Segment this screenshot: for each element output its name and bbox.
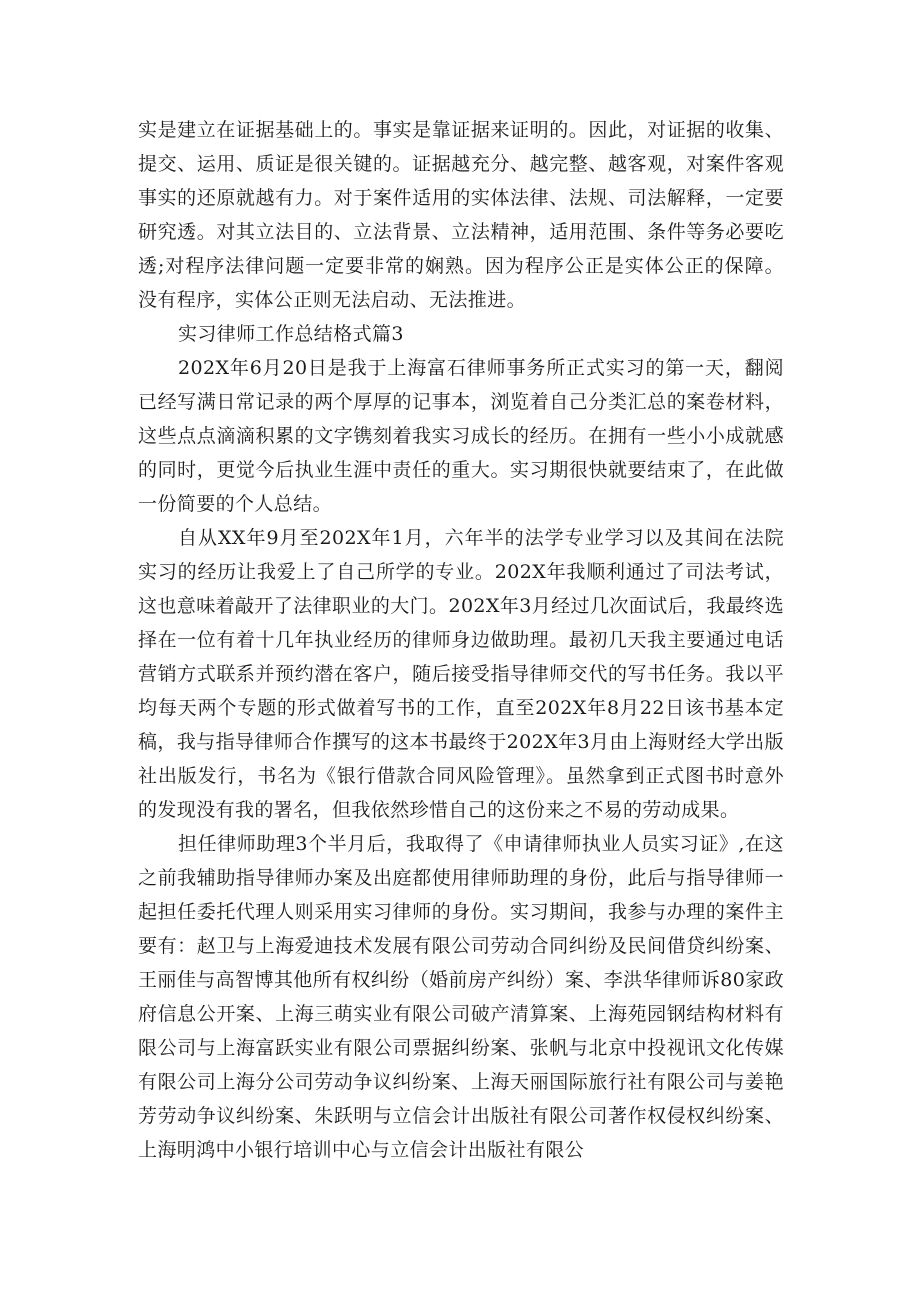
paragraph-cases-handled: 担任律师助理3个半月后，我取得了《申请律师执业人员实习证》,在这之前我辅助指导律师办案及出庭都使用律师助理的身份，此后与指导律师一起担任委托代理人则采用实习律师的身份。实习期间，我参与办理的案件主要有：赵卫与上海爱迪技术发展有限公司劳动合同纠纷及民间借贷纠纷案、王丽佳与高智博其他所有权纠纷（婚前房产纠纷）案、李洪华律师诉80家政府信息公开案、上海三萌实业有限公司破产清算案、上海苑园钢结构材料有限公司与上海富跃实业有限公司票据纠纷案、张帆与北京中投视讯文化传媒有限公司上海分公司劳动争议纠纷案、上海天丽国际旅行社有限公司与姜艳芳劳动争议纠纷案、朱跃明与立信会计出版社有限公司著作权侵权纠纷案、上海明鸿中小银行培训中心与立信会计出版社有限公 xyxy=(138,833,784,1161)
document-page xyxy=(138,113,784,1167)
paragraph-continuation: 实是建立在证据基础上的。事实是靠证据来证明的。因此，对证据的收集、提交、运用、质证是很关键的。证据越充分、越完整、越客观，对案件客观事实的还原就越有力。对于案件适用的实体法律、法规、司法解释，一定要研究透。对其立法目的、立法背景、立法精神，适用范围、条件等务必要吃透;对程序法律问题一定要非常的娴熟。因为程序公正是实体公正的保障。没有程序，实体公正则无法启动、无法推进。 xyxy=(138,119,784,311)
paragraph-study-and-work: 自从XX年9月至202X年1月，六年半的法学专业学习以及其间在法院实习的经历让我爱上了自己所学的专业。202X年我顺利通过了司法考试，这也意味着敲开了法律职业的大门。202X年3月经过几次面试后，我最终选择在一位有着十几年执业经历的律师身边做助理。最初几天我主要通过电话营销方式联系并预约潜在客户，随后接受指导律师交代的写书任务。我以平均每天两个专题的形式做着写书的工作，直至202X年8月22日该书基本定稿，我与指导律师合作撰写的这本书最终于202X年3月由上海财经大学出版社出版发行，书名为《银行借款合同风险管理》。虽然拿到正式图书时意外的发现没有我的署名，但我依然珍惜自己的这份来之不易的劳动成果。 xyxy=(138,527,784,821)
paragraph-internship-start: 202X年6月20日是我于上海富石律师事务所正式实习的第一天，翻阅已经写满日常记录的两个厚厚的记事本，浏览着自己分类汇总的案卷材料，这些点点滴滴积累的文字镌刻着我实习成长的经历。在拥有一些小小成就感的同时，更觉今后执业生涯中责任的重大。实习期很快就要结束了，在此做一份简要的个人总结。 xyxy=(138,357,784,515)
section-heading: 实习律师工作总结格式篇3 xyxy=(178,323,404,345)
